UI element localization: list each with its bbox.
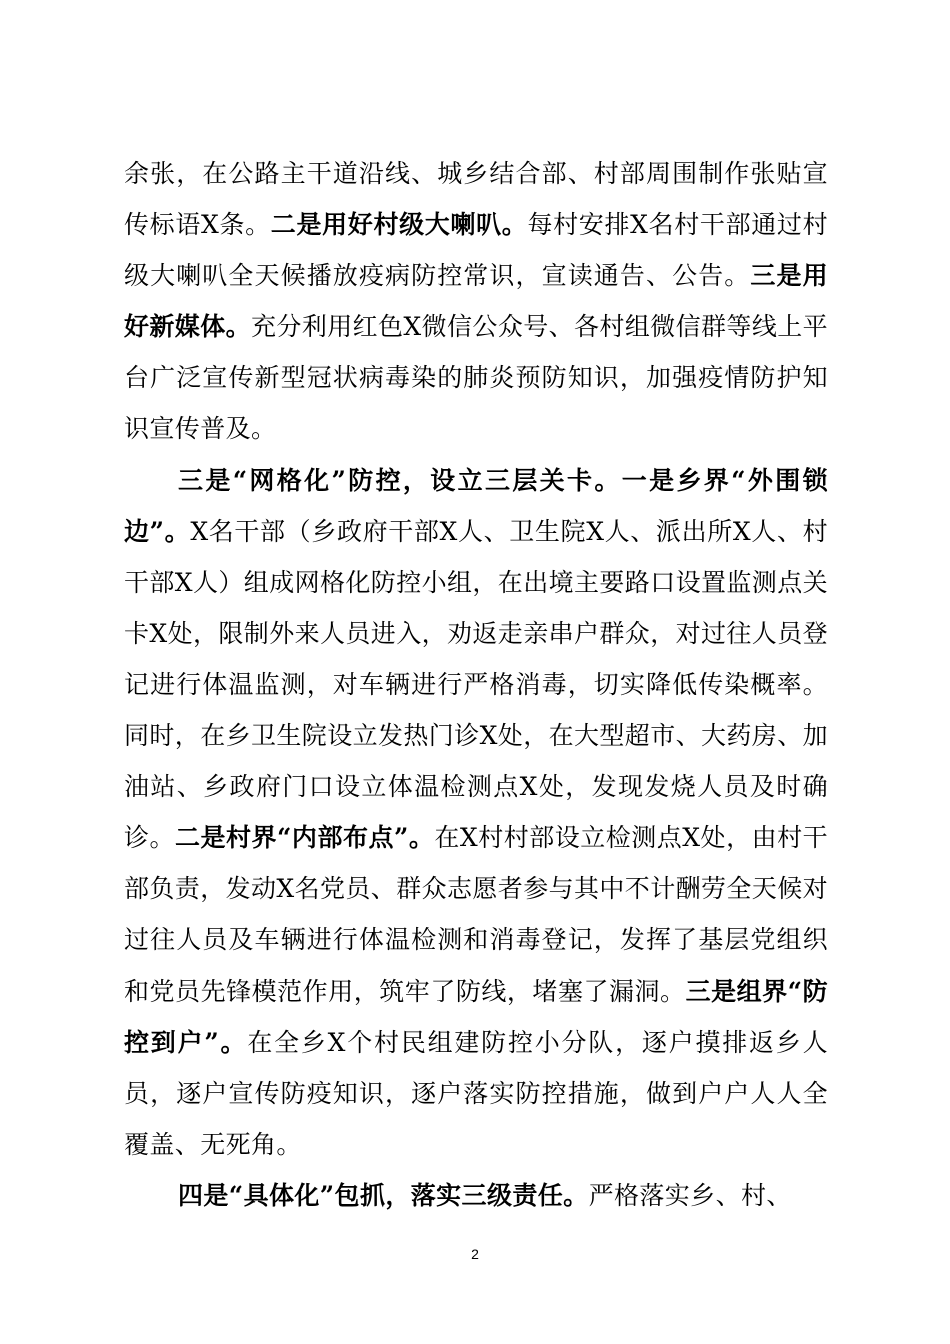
paragraph-2-run-5: 在X村村部设立检测点X处，由村干部负责，发动X名党员、群众志愿者参与其中不计酬劳全天候对过往人员及车辆进行体温检测和消毒登记，发挥了基层党组织和党员先锋模范作用，筑牢了防线，堵塞了漏洞。 [124,823,829,1006]
paragraph-2-run-7: 在全乡X个村民组建防控小分队，逐户摸排返乡人员，逐户宣传防疫知识，逐户落实防控措施，做到户户人人全覆盖、无死角。 [124,1027,828,1159]
section-heading-4: 四是“具体化”包抓，落实三级责任。 [178,1180,589,1210]
paragraph-1 [124,148,828,455]
section-heading-3: 三是“网格化”防控，设立三层关卡。 [178,465,622,495]
paragraph-2-heading-3: 三是组界“防控到户”。 [124,976,828,1057]
paragraph-1-run-1: 余张，在公路主干道沿线、城乡结合部、村部周围制作张贴宣传标语X条。 [124,159,828,240]
paragraph-1-run-3: 每村安排X名村干部通过村级大喇叭全天候播放疫病防控常识，宣读通告、公告。 [124,210,828,291]
paragraph-1-run-5: 充分利用红色X微信公众号、各村组微信群等线上平台广泛宣传新型冠状病毒染的肺炎预防知识，加强疫情防护知识宣传普及。 [124,312,829,444]
paragraph-3 [124,1170,828,1221]
page-number: 2 [471,1246,479,1262]
paragraph-2-heading-1: 一是乡界“外围锁边”。 [124,465,828,546]
paragraph-2 [124,455,828,1170]
paragraph-2-heading-2: 二是村界“内部布点”。 [175,823,435,853]
paragraph-3-run-2: 严格落实乡、村、 [588,1180,792,1210]
paragraph-1-heading-2: 二是用好村级大喇叭。 [270,210,528,240]
paragraph-2-run-3: X名干部（乡政府干部X人、卫生院X人、派出所X人、村干部X人）组成网格化防控小组，在出境主要路口设置监测点关卡X处，限制外来人员进入，劝返走亲串户群众，对过往人员登记进行体温监测，对车辆进行严格消毒，切实降低传染概率。同时，在乡卫生院设立发热门诊X处，在大型超市、大药房、加油站、乡政府门口设立体温检测点X处，发现发烧人员及时确诊。 [124,516,829,853]
document-body [124,148,828,1221]
paragraph-1-heading-3: 三是用好新媒体。 [124,261,828,342]
